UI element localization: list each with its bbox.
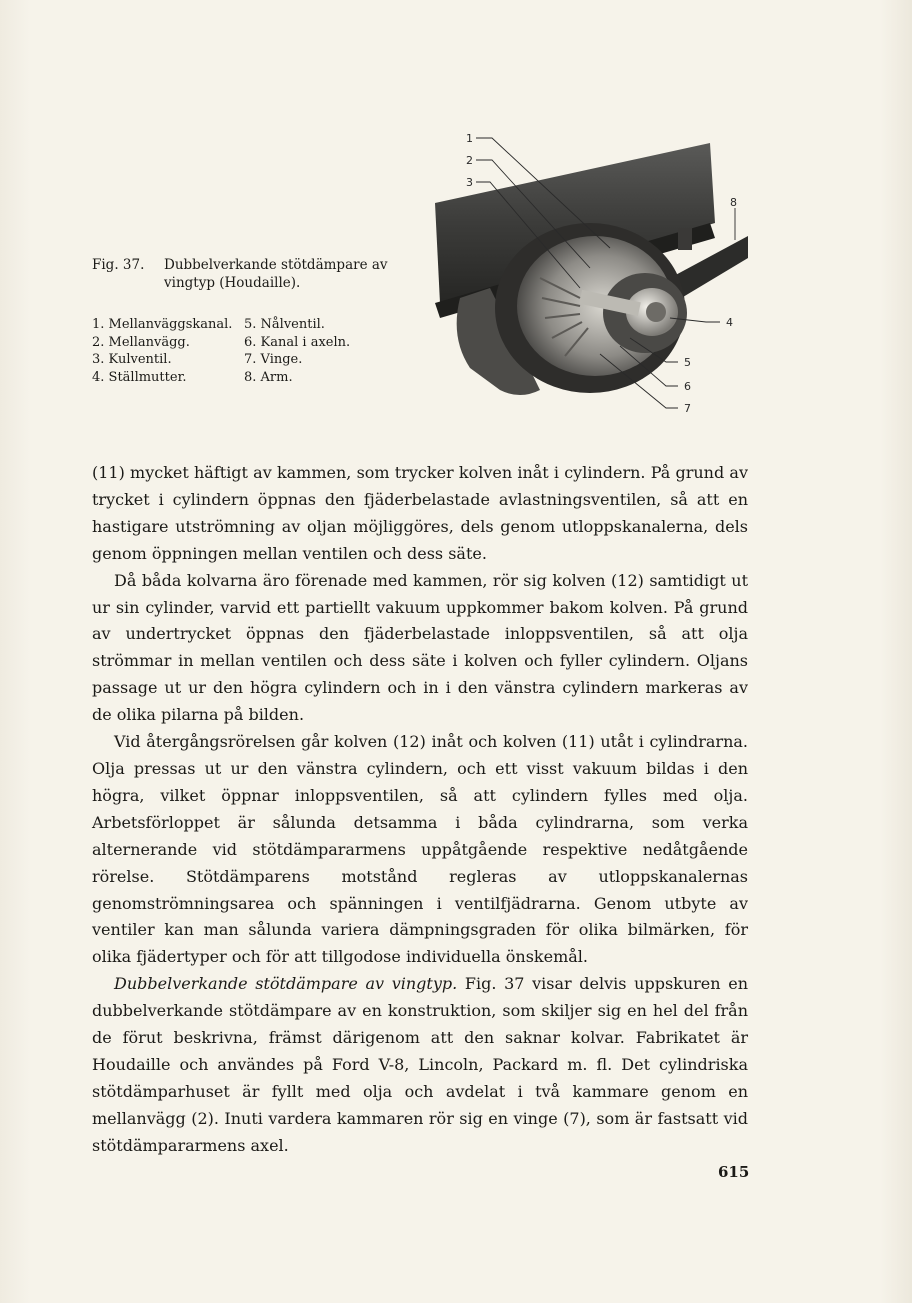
legend-column-left: [92, 316, 232, 386]
callout-5: 5: [684, 356, 691, 369]
figure-caption: [92, 256, 422, 292]
figure-title-line2: vingtyp (Houdaille).: [164, 275, 301, 291]
paragraph: Då båda kolvarna äro förenade med kammen, rör sig kolven (12) samtidigt ut ur sin cylinder, varvid ett partiellt vakuum uppkommer bakom kolven. På grund av undertrycket öppnas den fjäderbelastade inloppsventilen, så att olja strömmar in mellan ventilen och dess säte i kolven och fyller cylindern. Oljans passage ut ur den högra cylindern och in i den vänstra cylindern markeras av de olika pilarna på bilden.: [92, 570, 748, 725]
nut-center: [646, 302, 666, 322]
legend-item: 8. Arm.: [244, 369, 293, 385]
legend-item: 2. Mellanvägg.: [92, 334, 190, 350]
shock-absorber-illustration: [430, 128, 760, 428]
paragraph: Vid återgångsrörelsen går kolven (12) inåt och kolven (11) utåt i cylindrarna. Olja pressas ut ur den vänstra cylindern, och ett visst vakuum bildas i den högra, vilket öppnar inloppsventilen, så att cylindern fylles med olja. Arbetsförloppet är sålunda detsamma i båda cylindrarna, som verka alternerande vid stötdämpararmens uppåtgående respektive nedåtgående rörelse. Stötdämparens motstånd regleras av utloppskanalernas genomströmningsarea och spänningen i ventilfjädrarna. Genom utbyte av ventiler kan man sålunda variera dämpningsgraden för olika bilmärken, för olika fjädertyper och för att tillgodose individuella önskemål.: [92, 732, 748, 967]
paragraph: (11) mycket häftigt av kammen, som trycker kolven inåt i cylindern. På grund av trycket i cylindern öppnas den fjäderbelastade avlastningsventilen, så att en hastigare utströmning av oljan möjliggöres, dels genom utloppskanalerna, dels genom öppningen mellan ventilen och dess säte.: [92, 463, 748, 563]
legend-item: 5. Nålventil.: [244, 317, 325, 332]
figure-title-line1: Dubbelverkande stötdämpare av: [164, 257, 388, 273]
callout-1: 1: [466, 132, 473, 145]
callout-4: 4: [726, 316, 733, 329]
section-text: Fig. 37 visar delvis uppskuren en dubbelverkande stötdämpare av en konstruktion, som skiljer sig en hel del från de förut beskrivna, främst därigenom att den saknar kolvar. Fabrikatet är Houdaille och användes på Ford V-8, Lincoln, Packard m. fl. Det cylindriska stötdämparhuset är fyllt med olja och avdelat i två kammare genom en mellanvägg (2). Inuti vardera kammaren rör sig en vinge (7), som är fastsatt vid stötdämpararmens axel.: [92, 974, 749, 1155]
page-number: 615: [718, 1163, 750, 1181]
bracket-tab: [678, 228, 692, 250]
callout-6: 6: [684, 380, 691, 393]
legend-item: 1. Mellanväggskanal.: [92, 317, 233, 332]
callout-3: 3: [466, 176, 473, 189]
body-text: [92, 460, 748, 1160]
callout-2: 2: [466, 154, 473, 167]
legend-item: 6. Kanal i axeln.: [244, 334, 351, 350]
legend-item: 4. Ställmutter.: [92, 369, 187, 385]
figure-number: Fig. 37.: [92, 257, 145, 273]
legend-item: 7. Vinge.: [244, 352, 303, 367]
legend-column-right: [244, 316, 350, 386]
legend-item: 3. Kulventil.: [92, 352, 172, 367]
callout-7: 7: [684, 402, 691, 415]
paragraph-section: [92, 971, 748, 1159]
callout-8: 8: [730, 196, 737, 209]
section-heading: Dubbelverkande stötdämpare av vingtyp.: [114, 974, 458, 994]
